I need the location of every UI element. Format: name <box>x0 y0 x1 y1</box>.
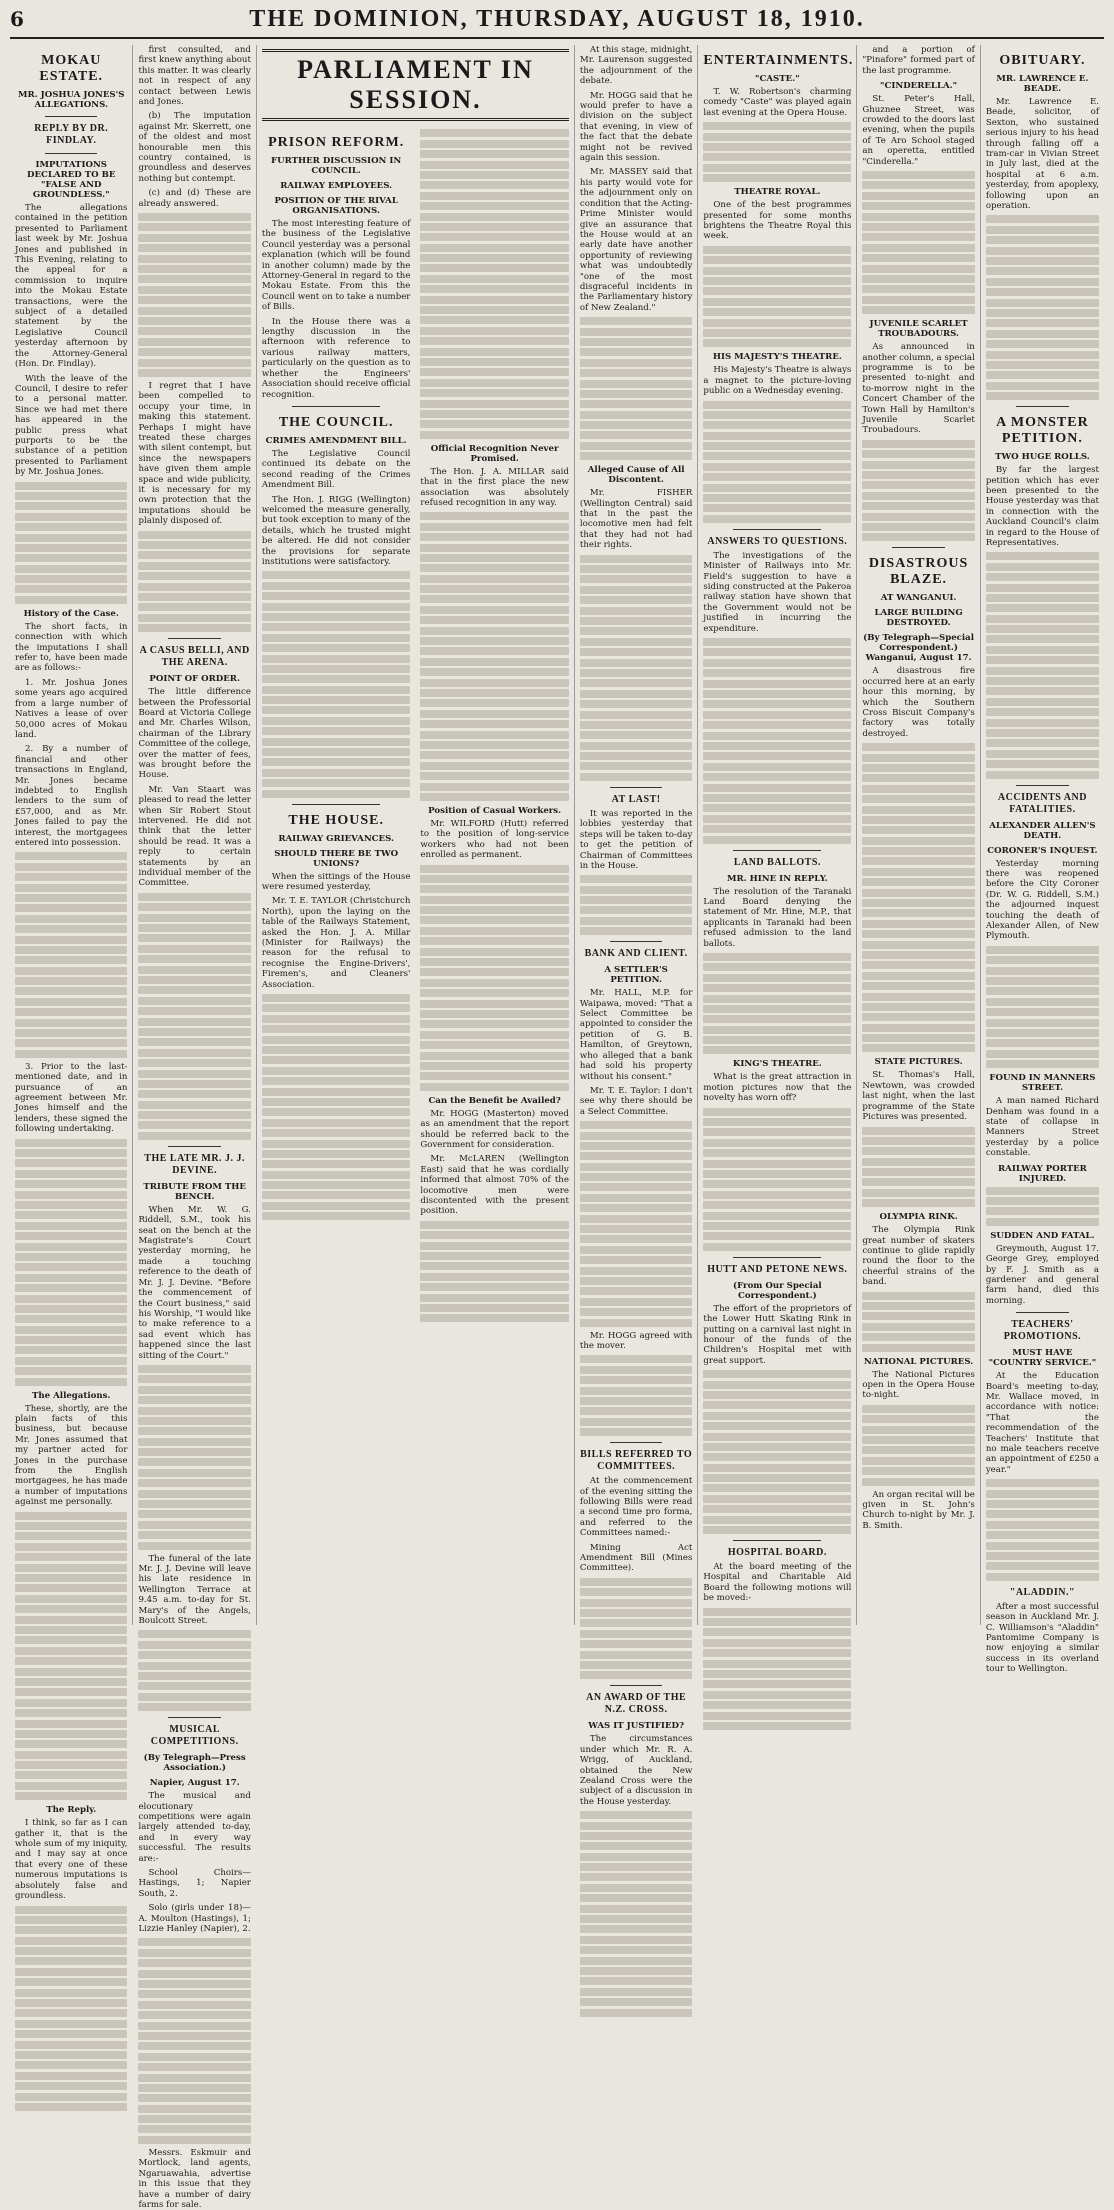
column-8 <box>981 45 1104 1675</box>
subhead-olympia: OLYMPIA RINK. <box>879 1212 958 1223</box>
subhead-point: POINT OF ORDER. <box>149 674 240 685</box>
subhead-state: STATE PICTURES. <box>874 1057 963 1068</box>
paragraph: His Majesty's Theatre is always a magnet to the picture-loving public on a Wednesday evening. <box>703 365 852 397</box>
subhead-alleged: Alleged Cause of All Discontent. <box>587 465 685 486</box>
headline-entertainments: ENTERTAINMENTS. <box>703 53 854 68</box>
paragraph: Greymouth, August 17. George Grey, employed by F. J. Smith as a gardener and general farm hand, died this morning. <box>985 1243 1100 1306</box>
dateline: (From Our Special Correspondent.) <box>733 1280 822 1301</box>
paragraph: What is the great attraction in motion pictures now that the novelty has worn off? <box>703 1072 852 1104</box>
subhead-reply2: The Reply. <box>46 1805 97 1816</box>
parliament-column-b <box>420 127 569 1326</box>
paragraph: At the board meeting of the Hospital and Charitable Aid Board the following motions will be moved:- <box>703 1562 852 1604</box>
column-7 <box>857 45 980 1625</box>
paragraph: Mr. T. E. TAYLOR (Christchurch North), upon the laying on the table of the Railways Statement, asked the Hon. J. A. Millar (Minister for Railways) the reason for the refusal to recognise the Engine-Drivers', Firemen's, and Cleaners' Association. <box>261 896 411 990</box>
subhead-railway: RAILWAY EMPLOYEES. <box>280 181 393 191</box>
headline-mokau: MOKAU ESTATE. <box>39 53 104 84</box>
paragraph: In the House there was a lengthy discussion in the afternoon with reference to various railway matters, particularly on the question as to whether the Engineers' Association should receive official recognition. <box>261 316 411 400</box>
subhead-casual: Position of Casual Workers. <box>428 805 562 816</box>
headline-obituary: OBITUARY. <box>999 53 1086 68</box>
subhead-history: History of the Case. <box>23 608 119 619</box>
paragraph: The Hon. J. RIGG (Wellington) welcomed the measure generally, but took exception to many of the details, which he trusted might be altered. He did not consider the provisions for separate institutions were satisfactory. <box>261 494 411 567</box>
paragraph: The investigations of the Minister of Railways into Mr. Field's suggestion to have a siding constructed at the Pakeroa railway station have shown that the Government would not be justified in incurring the expenditure. <box>703 550 852 634</box>
subhead-two-rolls: TWO HUGE ROLLS. <box>995 452 1090 463</box>
paragraph: St. Peter's Hall, Ghuznee Street, was crowded to the doors last evening, when the pupils of Te Aro School staged an operetta, entitled "Cinderella." <box>862 94 975 167</box>
paragraph: At the Education Board's meeting to-day, Mr. Wallace moved, in accordance with notice: "That the recommendation of the Teachers' Institute that no male teachers receive an appointment of £250 a year." <box>985 1371 1100 1475</box>
subhead-wanganui: AT WANGANUI. <box>880 593 957 604</box>
paragraph: Mr. Van Staart was pleased to read the letter when Sir Robert Stout intervened. He did not think that the letter should be read. It was a reply to certain statements by an individual member of the Committee. <box>138 784 251 889</box>
paragraph: These, shortly, are the plain facts of this business, but because Mr. Jones assumed that my partner acted for Jones in the purchase from the English mortgagees, he has made a number of imputations against me personally. <box>15 1403 128 1508</box>
subhead-benefit: Can the Benefit be Availed? <box>428 1095 561 1106</box>
subhead-sudden: SUDDEN AND FATAL. <box>990 1230 1095 1241</box>
subhead-country: MUST HAVE "COUNTRY SERVICE." <box>988 1348 1097 1369</box>
dateline: (By Telegraph—Press Association.) <box>143 1753 246 1774</box>
paragraph: The little difference between the Professorial Board at Victoria College and Mr. Charles Wilson, chairman of the Library Committee of the college, over the matter of fees, was brought before the House. <box>138 687 251 781</box>
paragraph: A man named Richard Denham was found in a state of collapse in Manners Street yesterday by a police constable. <box>985 1096 1100 1159</box>
subhead-imputations: IMPUTATIONS DECLARED TO BE "FALSE AND GROUNDLESS." <box>27 160 116 200</box>
dateline-wanganui: (By Telegraph—Special Correspondent.) Wanganui, August 17. <box>863 633 975 664</box>
headline-monster: A MONSTER PETITION. <box>996 415 1089 447</box>
columns <box>10 45 1104 2210</box>
paragraph: The Hon. J. A. MILLAR said that in the first place the new association was absolutely refused recognition in any way. <box>420 466 569 508</box>
paragraph: Solo (girls under 18)—A. Moulton (Hastings), 1; Lizzie Hanley (Napier), 2. <box>138 1903 251 1935</box>
parliament-section <box>257 45 575 1625</box>
headline-house: THE HOUSE. <box>288 812 384 828</box>
headline-aladdin: "ALADDIN." <box>1009 1586 1076 1598</box>
paragraph: Mr. HALL, M.P. for Waipawa, moved: "That a Select Committee be appointed to consider the petition of G. B. Hamilton, of Greytown, who alleged that a bank had sold his property without his consent." <box>579 988 693 1082</box>
headline-hutt: HUTT AND PETONE NEWS. <box>707 1263 848 1275</box>
paragraph: The Legislative Council continued its debate on the second reading of the Crimes Amendment Bill. <box>261 448 411 491</box>
headline-at-last: AT LAST! <box>611 793 661 805</box>
subhead-allegations2: The Allegations. <box>32 1390 111 1401</box>
paragraph: The allegations contained in the petition presented to Parliament last week by Mr. Joshua Jones and published in This Evening, relating to the appeal for a commission to inquire into the Mokau Estate transactions, were the subject of a detailed statement by the Legislative Council yesterday afternoon by the Attorney-General (Hon. Dr. Findlay). <box>15 203 128 370</box>
headline-music: MUSICAL COMPETITIONS. <box>150 1724 239 1748</box>
subhead-scarlet: JUVENILE SCARLET TROUBADOURS. <box>869 319 968 340</box>
headline-council: THE COUNCIL. <box>278 414 394 430</box>
paragraph: Mr. McLAREN (Wellington East) said that he was cordially informed that almost 70% of the locomotive men were discontented with the present position. <box>420 1154 569 1217</box>
paragraph: At the commencement of the evening sitting the following Bills were read a second time pro forma, and referred to the Committees named:- <box>579 1476 693 1539</box>
subhead-beade: MR. LAWRENCE E. BEADE. <box>996 74 1089 94</box>
subhead-porter: RAILWAY PORTER INJURED. <box>998 1163 1087 1184</box>
paragraph: When the sittings of the House were resumed yesterday, <box>261 871 411 892</box>
paragraph: (c) and (d) These are already answered. <box>138 188 251 209</box>
paragraph: I regret that I have been compelled to occupy your time, in making this statement. Perhaps I might have treated these charges with silent contempt, but since the newspapers have given them ample space and wide publicity, it is necessary for my own protection that the imputations should be plainly disposed of. <box>138 380 251 527</box>
paragraph: One of the best programmes presented for some months brightens the Theatre Royal this week. <box>703 200 852 242</box>
paragraph: Mr. MASSEY said that his party would vote for the adjournment only on condition that the Acting-Prime Minister would give an assurance that the House would at an early date have another opportunity of reviewing what was undoubtedly "one of the most disgraceful incidents in the Parliamentary history of New Zealand." <box>579 167 693 313</box>
dateline-napier: Napier, August 17. <box>149 1778 240 1789</box>
paragraph: Mining Act Amendment Bill (Mines Committee). <box>579 1542 693 1574</box>
subhead-reply: REPLY BY DR. FINDLAY. <box>34 123 109 146</box>
paragraph: 1. Mr. Joshua Jones some years ago acquired from a large number of Natives a lease of over 50,000 acres of Mokau land. <box>15 677 128 740</box>
paragraph: The effort of the proprietors of the Lower Hutt Skating Rink in putting on a carnival last night in honour of the funds of the Children's Hospital met with great support. <box>703 1303 852 1366</box>
paragraph: Mr. HOGG said that he would prefer to have a division on the subject that evening, in view of the fact that the debate might not be revived again this session. <box>579 90 693 164</box>
subhead-tribute: TRIBUTE FROM THE BENCH. <box>143 1181 246 1202</box>
paragraph: Mr. WILFORD (Hutt) referred to the position of long-service workers who had not been enrolled as permanent. <box>420 818 569 861</box>
subhead-kings: KING'S THEATRE. <box>732 1059 822 1070</box>
headline-ballots: LAND BALLOTS. <box>733 856 821 868</box>
subhead-grievances: RAILWAY GRIEVANCES. <box>278 833 394 844</box>
column-5 <box>575 45 698 1807</box>
paragraph: A disastrous fire occurred here at an early hour this morning, by which the Southern Cross Biscuit Company's factory was totally destroyed. <box>862 666 975 739</box>
headline-blaze: DISASTROUS BLAZE. <box>868 556 969 588</box>
parliament-column-a <box>262 127 411 1326</box>
subhead-crimes: CRIMES AMENDMENT BILL. <box>265 435 407 446</box>
paragraph: T. W. Robertson's charming comedy "Caste" was played again last evening at the Opera House. <box>703 87 852 118</box>
headline-prison: PRISON REFORM. <box>268 135 405 150</box>
subhead-found: FOUND IN MANNERS STREET. <box>989 1073 1096 1094</box>
paragraph: With the leave of the Council, I desire to refer to a personal matter. Since we had met there has appeared in the public press what purports to be the substance of a petition presented to Parliament by Mr. Joshua Jones. <box>15 373 128 478</box>
headline-accidents: ACCIDENTS AND FATALITIES. <box>997 791 1087 815</box>
paragraph: and a portion of "Pinafore" formed part of the last programme. <box>862 45 975 76</box>
subhead-position: POSITION OF THE RIVAL ORGANISATIONS. <box>274 196 398 216</box>
paragraph: The funeral of the late Mr. J. J. Devine will leave his late residence in Wellington Terrace at 9.45 a.m. to-day for St. Mary's of the Angels, Boulcott Street. <box>138 1553 251 1627</box>
headline-award: AN AWARD OF THE N.Z. CROSS. <box>586 1692 687 1716</box>
paragraph: Mr. HOGG agreed with the mover. <box>579 1330 693 1351</box>
paragraph: The most interesting feature of the business of the Legislative Council yesterday was a personal explanation (which will be found in another column) made by the Attorney-General in regard to the Mokau Estate. From this the Council went on to take a number of Bills. <box>261 219 411 313</box>
headline-bank: BANK AND CLIENT. <box>584 948 688 960</box>
headline-parliament: PARLIAMENT IN SESSION. <box>262 49 569 121</box>
paragraph: School Choirs—Hastings, 1; Napier South, 2. <box>138 1868 251 1899</box>
paragraph: I think, so far as I can gather it, that is the whole sum of my iniquity, and I may say at once that every one of these numerous imputations is absolutely false and groundless. <box>15 1818 128 1902</box>
paragraph: When Mr. W. G. Riddell, S.M., took his seat on the bench at the Magistrate's Court yesterday morning, he made a touching reference to the death of Mr. J. J. Devine. "Before the commencement of the Court business," said his Worship, "I would like to make reference to a sad event which has happened since the last sitting of the Court." <box>138 1204 251 1361</box>
column-6 <box>698 45 857 1625</box>
subhead-justified: WAS IT JUSTIFIED? <box>588 1721 684 1732</box>
subhead-large: LARGE BUILDING DESTROYED. <box>874 608 963 629</box>
paragraph: Mr. FISHER (Wellington Central) said that in the past the locomotive men had felt that they had not had their rights. <box>579 488 693 551</box>
paragraph: An organ recital will be given in St. John's Church to-night by Mr. J. B. Smith. <box>862 1489 975 1531</box>
subhead-coroner: CORONER'S INQUEST. <box>987 845 1098 856</box>
headline-casus: A CASUS BELLI, AND THE ARENA. <box>139 645 250 669</box>
headline-bills: BILLS REFERRED TO COMMITTEES. <box>580 1449 693 1473</box>
paragraph: Mr. HOGG (Masterton) moved as an amendment that the report should be referred back to the Government for consideration. <box>420 1108 569 1150</box>
paragraph: St. Thomas's Hall, Newtown, was crowded last night, when the last programme of the State Pictures was presented. <box>862 1070 975 1123</box>
subhead-hine: MR. HINE IN REPLY. <box>727 873 828 884</box>
newspaper-title: THE DOMINION, THURSDAY, AUGUST 18, 1910. <box>249 6 865 32</box>
column-2 <box>133 45 256 2210</box>
paragraph: Messrs. Eskmuir and Mortlock, land agents, Ngaruawahia, advertise in this issue that they have a number of dairy farms for sale. <box>138 2147 251 2210</box>
paragraph: By far the largest petition which has ever been presented to the House yesterday was that in connection with the Auckland Council's claim in regard to the House of Representatives. <box>985 465 1100 548</box>
subhead-caste: "CASTE." <box>755 74 800 84</box>
subhead-allen: ALEXANDER ALLEN'S DEATH. <box>989 820 1096 841</box>
column-1 <box>10 45 133 1902</box>
paragraph: The short facts, in connection with which the imputations I shall refer to, have been made are as follows:- <box>15 621 128 674</box>
paragraph: As announced in another column, a special programme is to be presented to-night and to-morrow night in the Concert Chamber of the Town Hall by Hamilton's Juvenile Scarlet Troubadours. <box>862 342 975 436</box>
masthead <box>10 6 1104 39</box>
subhead-majesty: HIS MAJESTY'S THEATRE. <box>712 352 842 363</box>
paragraph: 3. Prior to the last-mentioned date, and in pursuance of an agreement between Mr. Jones himself and the lenders, these signed the following undertaking. <box>15 1061 128 1135</box>
paragraph: At this stage, midnight, Mr. Laurenson suggested the adjournment of the debate. <box>579 45 693 87</box>
paragraph: first consulted, and first knew anything about this matter. It was clearly not in respect of any contact between Lewis and Jones. <box>138 45 251 108</box>
headline-devine: THE LATE MR. J. J. DEVINE. <box>144 1152 246 1176</box>
paragraph: (b) The imputation against Mr. Skerrett, one of the oldest and most honourable men this country contained, is groundless and deserves nothing but contempt. <box>138 111 251 184</box>
subhead-promise: Official Recognition Never Promised. <box>430 443 559 464</box>
page-number: 6 <box>10 7 24 31</box>
paragraph: The resolution of the Taranaki Land Board denying the statement of Mr. Hine, M.P., that applicants in Taranaki had been refused admission to the land ballots. <box>703 886 852 949</box>
paragraph: The Olympia Rink great number of skaters continue to glide rapidly round the floor to the cheerful strains of the band. <box>862 1225 975 1288</box>
headline-teachers: TEACHERS' PROMOTIONS. <box>1003 1319 1082 1343</box>
subhead-national: NATIONAL PICTURES. <box>863 1356 974 1367</box>
subhead-two-unions: SHOULD THERE BE TWO UNIONS? <box>274 848 399 869</box>
subhead-allegations: MR. JOSHUA JONES'S ALLEGATIONS. <box>18 90 125 110</box>
paragraph: 2. By a number of financial and other transactions in England, Mr. Jones became indebted to English lenders to the sum of £57,000, and as Mr. Jones failed to pay the interest, the mortgagees entered into possession. <box>15 744 128 848</box>
subhead-theatre: THEATRE ROYAL. <box>734 187 821 198</box>
paragraph: It was reported in the lobbies yesterday that steps will be taken to-day to get the petition of Chairman of Committees in the House. <box>579 808 693 871</box>
paragraph: The circumstances under which Mr. R. A. Wrigg, of Auckland, obtained the New Zealand Cross were the subject of a discussion in the House yesterday. <box>579 1734 693 1807</box>
paragraph: Mr. T. E. Taylor: I don't see why there should be a Select Committee. <box>579 1085 693 1117</box>
paragraph: Mr. Lawrence E. Beade, solicitor, of Sexton, who sustained serious injury to his head through falling off a tram-car in Vivian Street in July last, died at the hospital at 6 a.m. yesterday, from apoplexy, following upon an operation. <box>985 97 1100 212</box>
subhead-further: FURTHER DISCUSSION IN COUNCIL. <box>271 156 402 176</box>
paragraph: Yesterday morning there was reopened before the City Coroner (Dr. W. G. Riddell, S.M.) the adjourned inquest touching the death of Alexander Allen, of New Plymouth. <box>985 858 1100 942</box>
subhead-cinderella: "CINDERELLA." <box>880 81 958 92</box>
paragraph: The National Pictures open in the Opera House to-night. <box>862 1369 975 1401</box>
paragraph: After a most successful season in Auckland Mr. J. C. Williamson's "Aladdin" Pantomime Company is now enjoying a similar success in its overland tour to Wellington. <box>985 1601 1100 1675</box>
headline-hospital: HOSPITAL BOARD. <box>727 1547 827 1559</box>
subhead-settler: A SETTLER'S PETITION. <box>604 965 668 986</box>
headline-answers: ANSWERS TO QUESTIONS. <box>707 535 848 547</box>
paragraph: The musical and elocutionary competitions were again largely attended to-day, and in every way successful. The results are:- <box>138 1791 251 1864</box>
